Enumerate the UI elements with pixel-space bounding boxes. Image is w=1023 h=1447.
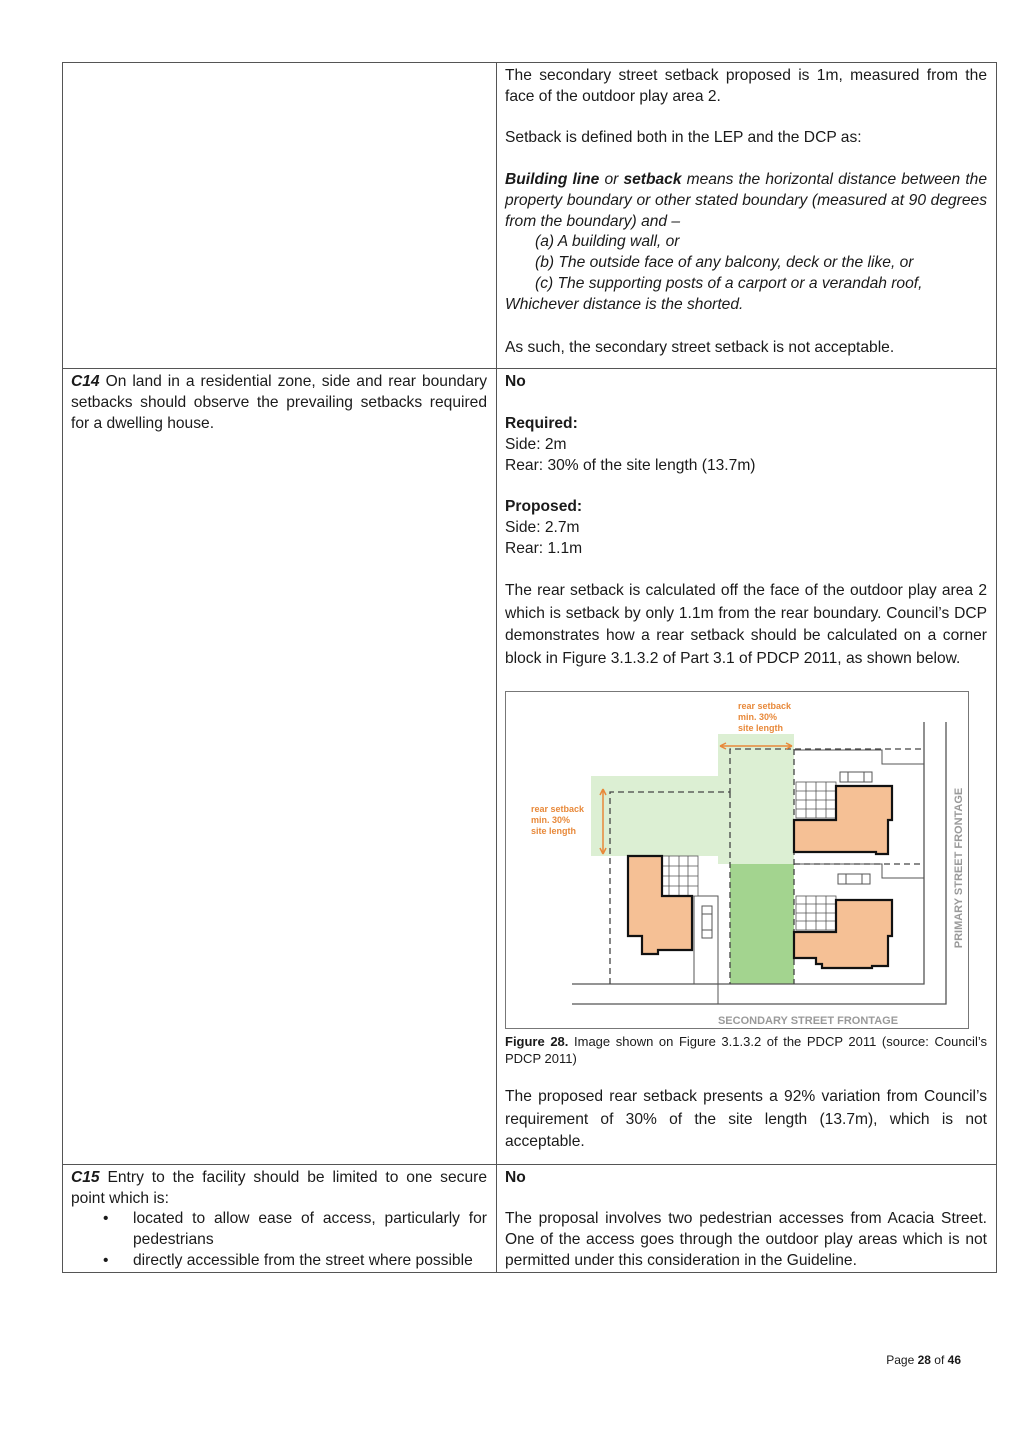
c15-assessment: The proposal involves two pedestrian accesses from Acacia Street. One of the access goes through the outdoor play areas which is not permitted under this consideration in the Guideline. bbox=[505, 1210, 987, 1270]
caption-label: Figure 28. bbox=[505, 1034, 569, 1050]
setback-definition-intro: Setback is defined both in the LEP and the DCP as: bbox=[505, 129, 862, 147]
c15-requirement bbox=[71, 1168, 487, 1210]
left-setback-label: rear setback bbox=[531, 804, 585, 815]
row2-left-cell bbox=[63, 369, 497, 1164]
proposed-rear: Rear: 1.1m bbox=[505, 539, 583, 557]
setback-diagram bbox=[506, 692, 968, 1028]
list-item: (c) The supporting posts of a carport or a verandah roof, bbox=[535, 274, 923, 292]
page-total: 46 bbox=[947, 1353, 961, 1367]
setback-definition bbox=[505, 170, 987, 232]
row1-right-cell bbox=[497, 63, 997, 369]
list-item: • located to allow ease of access, particularly for pedestrians bbox=[71, 1209, 487, 1251]
term-or: or bbox=[599, 170, 624, 188]
definition-text: means the horizontal distance between the property boundary or other stated boundary (measured at 90 degrees from the boundary) and – bbox=[505, 170, 988, 230]
figure-caption bbox=[505, 1033, 987, 1067]
c14-text: On land in a residential zone, side and rear boundary setbacks should observe the prevailing setbacks required for a dwelling house. bbox=[71, 373, 487, 432]
table-row bbox=[63, 369, 997, 1164]
row1-left-cell bbox=[63, 63, 497, 369]
required-side: Side: 2m bbox=[505, 435, 567, 453]
row2-right-cell bbox=[497, 369, 997, 1164]
left-setback-label: min. 30% bbox=[531, 815, 571, 826]
page-of: of bbox=[930, 1353, 948, 1367]
required-rear: Rear: 30% of the site length (13.7m) bbox=[505, 456, 756, 474]
definition-end: Whichever distance is the shorted. bbox=[505, 295, 744, 313]
setback-figure bbox=[505, 691, 969, 1029]
secondary-street-label: SECONDARY STREET FRONTAGE bbox=[717, 1015, 899, 1028]
row3-right-cell bbox=[497, 1164, 997, 1272]
primary-street-label: PRIMARY STREET FRONTAGE bbox=[953, 788, 965, 949]
row3-left-cell bbox=[63, 1164, 497, 1272]
c15-code: C15 bbox=[71, 1168, 100, 1186]
assessment-table bbox=[62, 62, 997, 1273]
table-row bbox=[63, 63, 997, 369]
c15-status: No bbox=[505, 1168, 526, 1186]
term-setback: setback bbox=[623, 170, 682, 188]
c15-text: Entry to the facility should be limited to one secure point which is: bbox=[71, 1168, 487, 1207]
list-item: (b) The outside face of any balcony, deck or the like, or bbox=[535, 254, 914, 272]
term-building-line: Building line bbox=[505, 170, 600, 188]
definition-list bbox=[505, 232, 987, 294]
top-setback-label: min. 30% bbox=[738, 712, 778, 723]
page-prefix: Page bbox=[886, 1353, 918, 1367]
table-row bbox=[63, 1164, 997, 1272]
top-setback-label: site length bbox=[738, 723, 784, 734]
c14-code: C14 bbox=[71, 373, 100, 391]
rear-setback-explanation: The rear setback is calculated off the face of the outdoor play area 2 which is setback by only 1.1m from the rear boundary. Council’s DCP demonstrates how a rear setback should be calculated on a corner block in Figure 3.1.3.2 of Part 3.1 of PDCP 2011, as shown below. bbox=[505, 582, 987, 667]
c14-requirement bbox=[71, 372, 487, 434]
setback-proposed-text: The secondary street setback proposed is 1m, measured from the face of the outdoor play area 2. bbox=[505, 67, 987, 105]
proposed-side: Side: 2.7m bbox=[505, 518, 580, 536]
list-item: (a) A building wall, or bbox=[535, 233, 680, 251]
list-item: • directly accessible from the street where possible bbox=[71, 1251, 487, 1272]
setback-conclusion: As such, the secondary street setback is not acceptable. bbox=[505, 338, 895, 356]
variation-statement: The proposed rear setback presents a 92% variation from Council’s requirement of 30% of the site length (13.7m), which is not acceptable. bbox=[505, 1088, 987, 1151]
c14-status: No bbox=[505, 373, 526, 391]
top-setback-label: rear setback bbox=[738, 701, 792, 712]
page-current: 28 bbox=[917, 1353, 931, 1367]
page-number bbox=[886, 1353, 961, 1367]
dark-green-zone bbox=[730, 864, 794, 984]
required-label: Required: bbox=[505, 414, 578, 432]
left-setback-label: site length bbox=[531, 826, 577, 837]
proposed-label: Proposed: bbox=[505, 498, 583, 516]
c15-bullet-list bbox=[71, 1209, 487, 1271]
caption-text: Image shown on Figure 3.1.3.2 of the PDCP 2011 (source: Council’s PDCP 2011) bbox=[505, 1034, 987, 1067]
